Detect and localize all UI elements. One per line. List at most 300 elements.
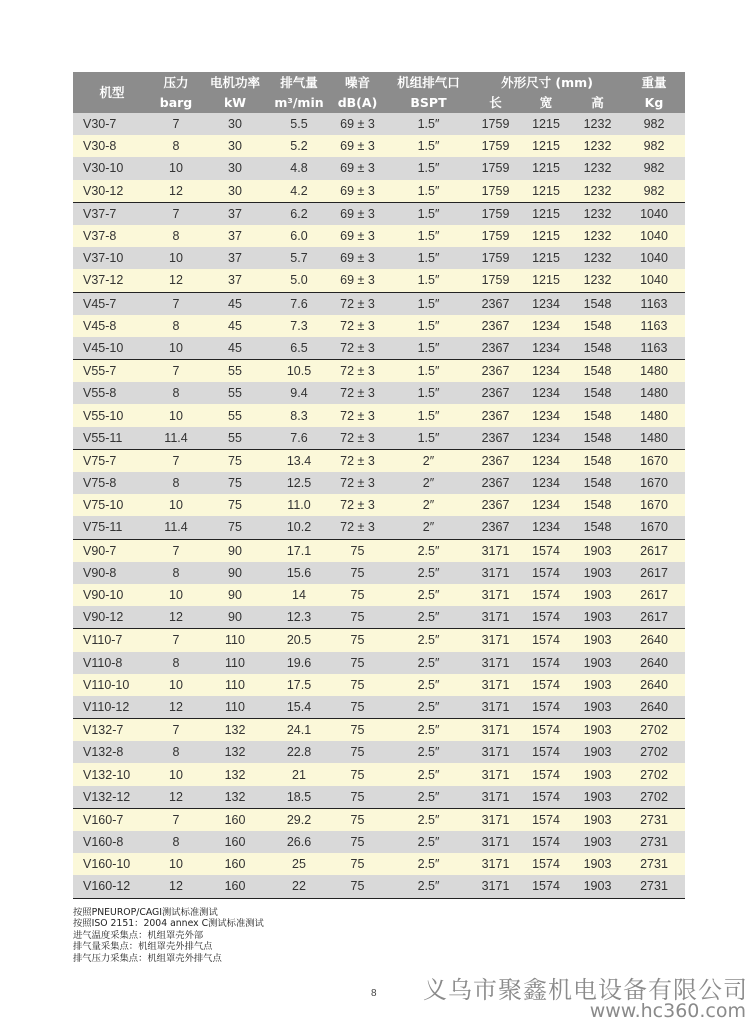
cell-noise: 72 ± 3	[329, 337, 386, 360]
cell-pressure: 10	[151, 404, 201, 426]
cell-height: 1903	[572, 831, 623, 853]
cell-motor-power: 75	[201, 494, 269, 516]
cell-outlet: 2.5″	[386, 786, 471, 809]
header-dimensions: 外形尺寸 (mm)	[471, 72, 623, 94]
cell-outlet: 2.5″	[386, 584, 471, 606]
cell-fad: 20.5	[269, 629, 329, 652]
cell-weight: 1480	[623, 360, 685, 383]
cell-fad: 11.0	[269, 494, 329, 516]
cell-motor-power: 110	[201, 674, 269, 696]
table-row	[73, 786, 685, 809]
cell-weight: 2731	[623, 808, 685, 831]
cell-weight: 1040	[623, 225, 685, 247]
cell-pressure: 11.4	[151, 516, 201, 539]
cell-model: V75-8	[73, 472, 151, 494]
cell-fad: 18.5	[269, 786, 329, 809]
cell-height: 1232	[572, 225, 623, 247]
cell-height: 1548	[572, 449, 623, 472]
cell-fad: 29.2	[269, 808, 329, 831]
cell-length: 2367	[471, 516, 520, 539]
cell-weight: 1040	[623, 269, 685, 292]
cell-noise: 75	[329, 763, 386, 785]
cell-fad: 4.8	[269, 157, 329, 179]
note-line: 进气温度采集点：机组罩壳外部	[73, 929, 204, 941]
cell-width: 1574	[520, 786, 572, 809]
cell-weight: 2731	[623, 831, 685, 853]
table-row	[73, 202, 685, 225]
cell-height: 1903	[572, 875, 623, 898]
spec-table	[73, 72, 685, 899]
table-row	[73, 606, 685, 629]
cell-length: 1759	[471, 135, 520, 157]
cell-motor-power: 110	[201, 696, 269, 719]
cell-weight: 1163	[623, 292, 685, 315]
cell-noise: 75	[329, 539, 386, 562]
cell-fad: 21	[269, 763, 329, 785]
cell-noise: 75	[329, 831, 386, 853]
cell-length: 3171	[471, 584, 520, 606]
cell-motor-power: 160	[201, 808, 269, 831]
cell-fad: 6.2	[269, 202, 329, 225]
cell-width: 1234	[520, 337, 572, 360]
cell-model: V90-8	[73, 562, 151, 584]
table-row	[73, 875, 685, 898]
cell-outlet: 2.5″	[386, 629, 471, 652]
cell-noise: 72 ± 3	[329, 494, 386, 516]
cell-model: V132-12	[73, 786, 151, 809]
cell-motor-power: 37	[201, 225, 269, 247]
cell-outlet: 2″	[386, 494, 471, 516]
cell-model: V30-10	[73, 157, 151, 179]
cell-model: V55-11	[73, 427, 151, 450]
cell-length: 2367	[471, 472, 520, 494]
table-row	[73, 315, 685, 337]
cell-width: 1574	[520, 539, 572, 562]
cell-pressure: 7	[151, 292, 201, 315]
cell-pressure: 8	[151, 741, 201, 763]
cell-fad: 26.6	[269, 831, 329, 853]
cell-model: V160-12	[73, 875, 151, 898]
table-row	[73, 113, 685, 135]
cell-outlet: 2.5″	[386, 853, 471, 875]
cell-width: 1574	[520, 652, 572, 674]
cell-width: 1215	[520, 202, 572, 225]
cell-motor-power: 55	[201, 404, 269, 426]
cell-pressure: 8	[151, 382, 201, 404]
note-line: 排气量采集点：机组罩壳外排气点	[73, 941, 213, 953]
header-weight: 重量	[623, 72, 685, 94]
header-pressure: 压力	[151, 72, 201, 94]
cell-noise: 75	[329, 808, 386, 831]
cell-width: 1574	[520, 562, 572, 584]
cell-width: 1234	[520, 449, 572, 472]
cell-motor-power: 132	[201, 763, 269, 785]
cell-weight: 1670	[623, 449, 685, 472]
cell-height: 1903	[572, 606, 623, 629]
table-row	[73, 292, 685, 315]
cell-motor-power: 160	[201, 875, 269, 898]
cell-motor-power: 37	[201, 269, 269, 292]
cell-noise: 75	[329, 719, 386, 742]
cell-height: 1232	[572, 135, 623, 157]
cell-height: 1903	[572, 853, 623, 875]
cell-model: V37-10	[73, 247, 151, 269]
table-row	[73, 135, 685, 157]
cell-weight: 1670	[623, 472, 685, 494]
cell-outlet: 2.5″	[386, 562, 471, 584]
cell-pressure: 7	[151, 629, 201, 652]
cell-motor-power: 37	[201, 247, 269, 269]
table-row	[73, 719, 685, 742]
cell-width: 1215	[520, 225, 572, 247]
cell-width: 1234	[520, 315, 572, 337]
cell-length: 3171	[471, 808, 520, 831]
cell-fad: 22.8	[269, 741, 329, 763]
cell-noise: 69 ± 3	[329, 202, 386, 225]
cell-noise: 69 ± 3	[329, 225, 386, 247]
cell-pressure: 10	[151, 853, 201, 875]
cell-outlet: 1.5″	[386, 404, 471, 426]
table-row	[73, 763, 685, 785]
cell-noise: 75	[329, 652, 386, 674]
cell-fad: 5.7	[269, 247, 329, 269]
cell-width: 1574	[520, 808, 572, 831]
cell-fad: 6.5	[269, 337, 329, 360]
header-noise-unit: dB(A)	[329, 94, 386, 113]
cell-length: 1759	[471, 180, 520, 203]
cell-height: 1232	[572, 113, 623, 135]
table-row	[73, 404, 685, 426]
cell-motor-power: 45	[201, 337, 269, 360]
cell-pressure: 7	[151, 360, 201, 383]
cell-pressure: 10	[151, 337, 201, 360]
watermark-url: www.hc360.com	[589, 1000, 746, 1022]
cell-outlet: 1.5″	[386, 113, 471, 135]
cell-weight: 1163	[623, 315, 685, 337]
table-row	[73, 360, 685, 383]
cell-motor-power: 90	[201, 584, 269, 606]
cell-fad: 5.2	[269, 135, 329, 157]
cell-height: 1903	[572, 763, 623, 785]
cell-outlet: 1.5″	[386, 382, 471, 404]
cell-motor-power: 30	[201, 180, 269, 203]
cell-model: V110-12	[73, 696, 151, 719]
cell-length: 3171	[471, 719, 520, 742]
cell-fad: 9.4	[269, 382, 329, 404]
cell-fad: 14	[269, 584, 329, 606]
cell-length: 3171	[471, 674, 520, 696]
cell-weight: 2617	[623, 584, 685, 606]
cell-weight: 2702	[623, 741, 685, 763]
cell-noise: 72 ± 3	[329, 315, 386, 337]
cell-length: 3171	[471, 606, 520, 629]
cell-pressure: 8	[151, 225, 201, 247]
table-row	[73, 247, 685, 269]
cell-noise: 75	[329, 786, 386, 809]
cell-weight: 982	[623, 135, 685, 157]
cell-outlet: 1.5″	[386, 427, 471, 450]
cell-weight: 2617	[623, 606, 685, 629]
cell-model: V30-12	[73, 180, 151, 203]
cell-width: 1574	[520, 875, 572, 898]
cell-noise: 72 ± 3	[329, 449, 386, 472]
note-line: 按照ISO 2151：2004 annex C测试标准测试	[73, 918, 264, 930]
cell-model: V132-10	[73, 763, 151, 785]
cell-noise: 75	[329, 875, 386, 898]
cell-height: 1903	[572, 629, 623, 652]
header-motor-power-unit: kW	[201, 94, 269, 113]
cell-pressure: 12	[151, 875, 201, 898]
note-line: 按照PNEUROP/CAGI测试标准测试	[73, 907, 218, 918]
header-pressure-unit: barg	[151, 94, 201, 113]
cell-model: V37-7	[73, 202, 151, 225]
cell-pressure: 12	[151, 180, 201, 203]
cell-length: 1759	[471, 157, 520, 179]
cell-motor-power: 55	[201, 360, 269, 383]
cell-length: 2367	[471, 449, 520, 472]
cell-fad: 25	[269, 853, 329, 875]
cell-noise: 75	[329, 629, 386, 652]
cell-fad: 7.3	[269, 315, 329, 337]
cell-height: 1903	[572, 719, 623, 742]
header-outlet-unit: BSPT	[386, 94, 471, 113]
cell-motor-power: 55	[201, 427, 269, 450]
cell-model: V55-10	[73, 404, 151, 426]
cell-width: 1215	[520, 157, 572, 179]
cell-motor-power: 30	[201, 157, 269, 179]
table-header	[73, 72, 685, 113]
cell-weight: 2640	[623, 652, 685, 674]
cell-noise: 72 ± 3	[329, 472, 386, 494]
cell-outlet: 2.5″	[386, 831, 471, 853]
cell-height: 1903	[572, 741, 623, 763]
cell-outlet: 1.5″	[386, 135, 471, 157]
cell-length: 3171	[471, 741, 520, 763]
cell-weight: 1040	[623, 247, 685, 269]
cell-noise: 69 ± 3	[329, 247, 386, 269]
cell-model: V45-7	[73, 292, 151, 315]
cell-width: 1574	[520, 584, 572, 606]
cell-model: V90-7	[73, 539, 151, 562]
table-row	[73, 674, 685, 696]
cell-model: V30-8	[73, 135, 151, 157]
cell-weight: 1670	[623, 494, 685, 516]
cell-fad: 17.5	[269, 674, 329, 696]
cell-weight: 2731	[623, 875, 685, 898]
cell-model: V75-11	[73, 516, 151, 539]
cell-noise: 75	[329, 674, 386, 696]
cell-noise: 72 ± 3	[329, 404, 386, 426]
cell-motor-power: 110	[201, 652, 269, 674]
cell-motor-power: 90	[201, 562, 269, 584]
cell-height: 1232	[572, 202, 623, 225]
cell-noise: 72 ± 3	[329, 516, 386, 539]
cell-motor-power: 90	[201, 606, 269, 629]
cell-length: 2367	[471, 337, 520, 360]
cell-pressure: 10	[151, 763, 201, 785]
cell-pressure: 7	[151, 113, 201, 135]
cell-outlet: 2.5″	[386, 674, 471, 696]
table-row	[73, 472, 685, 494]
cell-pressure: 8	[151, 562, 201, 584]
header-height: 高	[572, 94, 623, 113]
cell-fad: 12.3	[269, 606, 329, 629]
cell-fad: 10.2	[269, 516, 329, 539]
cell-outlet: 1.5″	[386, 225, 471, 247]
cell-noise: 72 ± 3	[329, 427, 386, 450]
cell-height: 1903	[572, 584, 623, 606]
cell-model: V110-7	[73, 629, 151, 652]
cell-weight: 1163	[623, 337, 685, 360]
cell-fad: 10.5	[269, 360, 329, 383]
cell-pressure: 8	[151, 315, 201, 337]
cell-pressure: 7	[151, 449, 201, 472]
cell-noise: 75	[329, 741, 386, 763]
cell-weight: 1040	[623, 202, 685, 225]
cell-model: V110-10	[73, 674, 151, 696]
table-row	[73, 629, 685, 652]
cell-noise: 72 ± 3	[329, 360, 386, 383]
cell-model: V55-8	[73, 382, 151, 404]
cell-length: 2367	[471, 360, 520, 383]
cell-model: V110-8	[73, 652, 151, 674]
cell-height: 1903	[572, 674, 623, 696]
cell-motor-power: 55	[201, 382, 269, 404]
cell-fad: 6.0	[269, 225, 329, 247]
table-row	[73, 157, 685, 179]
cell-model: V37-12	[73, 269, 151, 292]
cell-width: 1215	[520, 269, 572, 292]
cell-weight: 982	[623, 180, 685, 203]
header-width: 宽	[520, 94, 572, 113]
cell-length: 3171	[471, 652, 520, 674]
cell-length: 2367	[471, 292, 520, 315]
cell-pressure: 10	[151, 584, 201, 606]
cell-motor-power: 37	[201, 202, 269, 225]
cell-fad: 8.3	[269, 404, 329, 426]
table-row	[73, 808, 685, 831]
cell-weight: 2640	[623, 674, 685, 696]
cell-fad: 13.4	[269, 449, 329, 472]
cell-weight: 982	[623, 157, 685, 179]
cell-width: 1574	[520, 606, 572, 629]
header-model: 机型	[73, 72, 151, 113]
header-length: 长	[471, 94, 520, 113]
cell-outlet: 2.5″	[386, 606, 471, 629]
cell-weight: 2617	[623, 539, 685, 562]
cell-model: V45-8	[73, 315, 151, 337]
cell-pressure: 12	[151, 786, 201, 809]
cell-length: 1759	[471, 202, 520, 225]
cell-pressure: 12	[151, 606, 201, 629]
cell-model: V55-7	[73, 360, 151, 383]
cell-noise: 69 ± 3	[329, 135, 386, 157]
cell-weight: 1480	[623, 427, 685, 450]
cell-length: 3171	[471, 539, 520, 562]
table-row	[73, 831, 685, 853]
cell-width: 1234	[520, 404, 572, 426]
cell-pressure: 10	[151, 157, 201, 179]
cell-outlet: 2″	[386, 472, 471, 494]
table-row	[73, 562, 685, 584]
cell-length: 1759	[471, 269, 520, 292]
cell-height: 1232	[572, 247, 623, 269]
cell-width: 1574	[520, 741, 572, 763]
cell-outlet: 1.5″	[386, 247, 471, 269]
cell-pressure: 12	[151, 696, 201, 719]
cell-outlet: 2″	[386, 449, 471, 472]
cell-width: 1234	[520, 382, 572, 404]
cell-outlet: 2.5″	[386, 696, 471, 719]
note-line: 排气压力采集点：机组罩壳外排气点	[73, 952, 222, 964]
table-row	[73, 225, 685, 247]
header-noise: 噪音	[329, 72, 386, 94]
cell-model: V45-10	[73, 337, 151, 360]
cell-outlet: 2.5″	[386, 652, 471, 674]
cell-noise: 69 ± 3	[329, 113, 386, 135]
cell-height: 1903	[572, 652, 623, 674]
cell-motor-power: 30	[201, 135, 269, 157]
cell-motor-power: 30	[201, 113, 269, 135]
cell-model: V37-8	[73, 225, 151, 247]
cell-width: 1234	[520, 292, 572, 315]
header-fad-unit: m³/min	[269, 94, 329, 113]
table-row	[73, 652, 685, 674]
cell-height: 1903	[572, 562, 623, 584]
table-row	[73, 382, 685, 404]
cell-motor-power: 132	[201, 741, 269, 763]
cell-model: V90-12	[73, 606, 151, 629]
cell-model: V160-10	[73, 853, 151, 875]
cell-weight: 2640	[623, 629, 685, 652]
cell-motor-power: 45	[201, 315, 269, 337]
cell-outlet: 1.5″	[386, 360, 471, 383]
cell-height: 1548	[572, 472, 623, 494]
cell-outlet: 2.5″	[386, 763, 471, 785]
cell-width: 1215	[520, 180, 572, 203]
cell-weight: 1480	[623, 404, 685, 426]
cell-width: 1574	[520, 629, 572, 652]
cell-pressure: 10	[151, 674, 201, 696]
table-row	[73, 269, 685, 292]
cell-outlet: 1.5″	[386, 292, 471, 315]
cell-model: V30-7	[73, 113, 151, 135]
cell-fad: 5.0	[269, 269, 329, 292]
page-number: 8	[371, 988, 377, 999]
cell-length: 2367	[471, 404, 520, 426]
cell-length: 2367	[471, 382, 520, 404]
cell-pressure: 7	[151, 202, 201, 225]
cell-noise: 69 ± 3	[329, 180, 386, 203]
cell-length: 3171	[471, 763, 520, 785]
cell-outlet: 2.5″	[386, 719, 471, 742]
cell-motor-power: 45	[201, 292, 269, 315]
table-row	[73, 337, 685, 360]
cell-width: 1215	[520, 135, 572, 157]
cell-fad: 15.6	[269, 562, 329, 584]
cell-motor-power: 110	[201, 629, 269, 652]
cell-height: 1903	[572, 539, 623, 562]
cell-outlet: 2″	[386, 516, 471, 539]
cell-outlet: 1.5″	[386, 180, 471, 203]
cell-outlet: 2.5″	[386, 808, 471, 831]
cell-noise: 69 ± 3	[329, 269, 386, 292]
cell-pressure: 8	[151, 831, 201, 853]
cell-weight: 2731	[623, 853, 685, 875]
cell-height: 1903	[572, 696, 623, 719]
cell-fad: 7.6	[269, 292, 329, 315]
cell-model: V90-10	[73, 584, 151, 606]
